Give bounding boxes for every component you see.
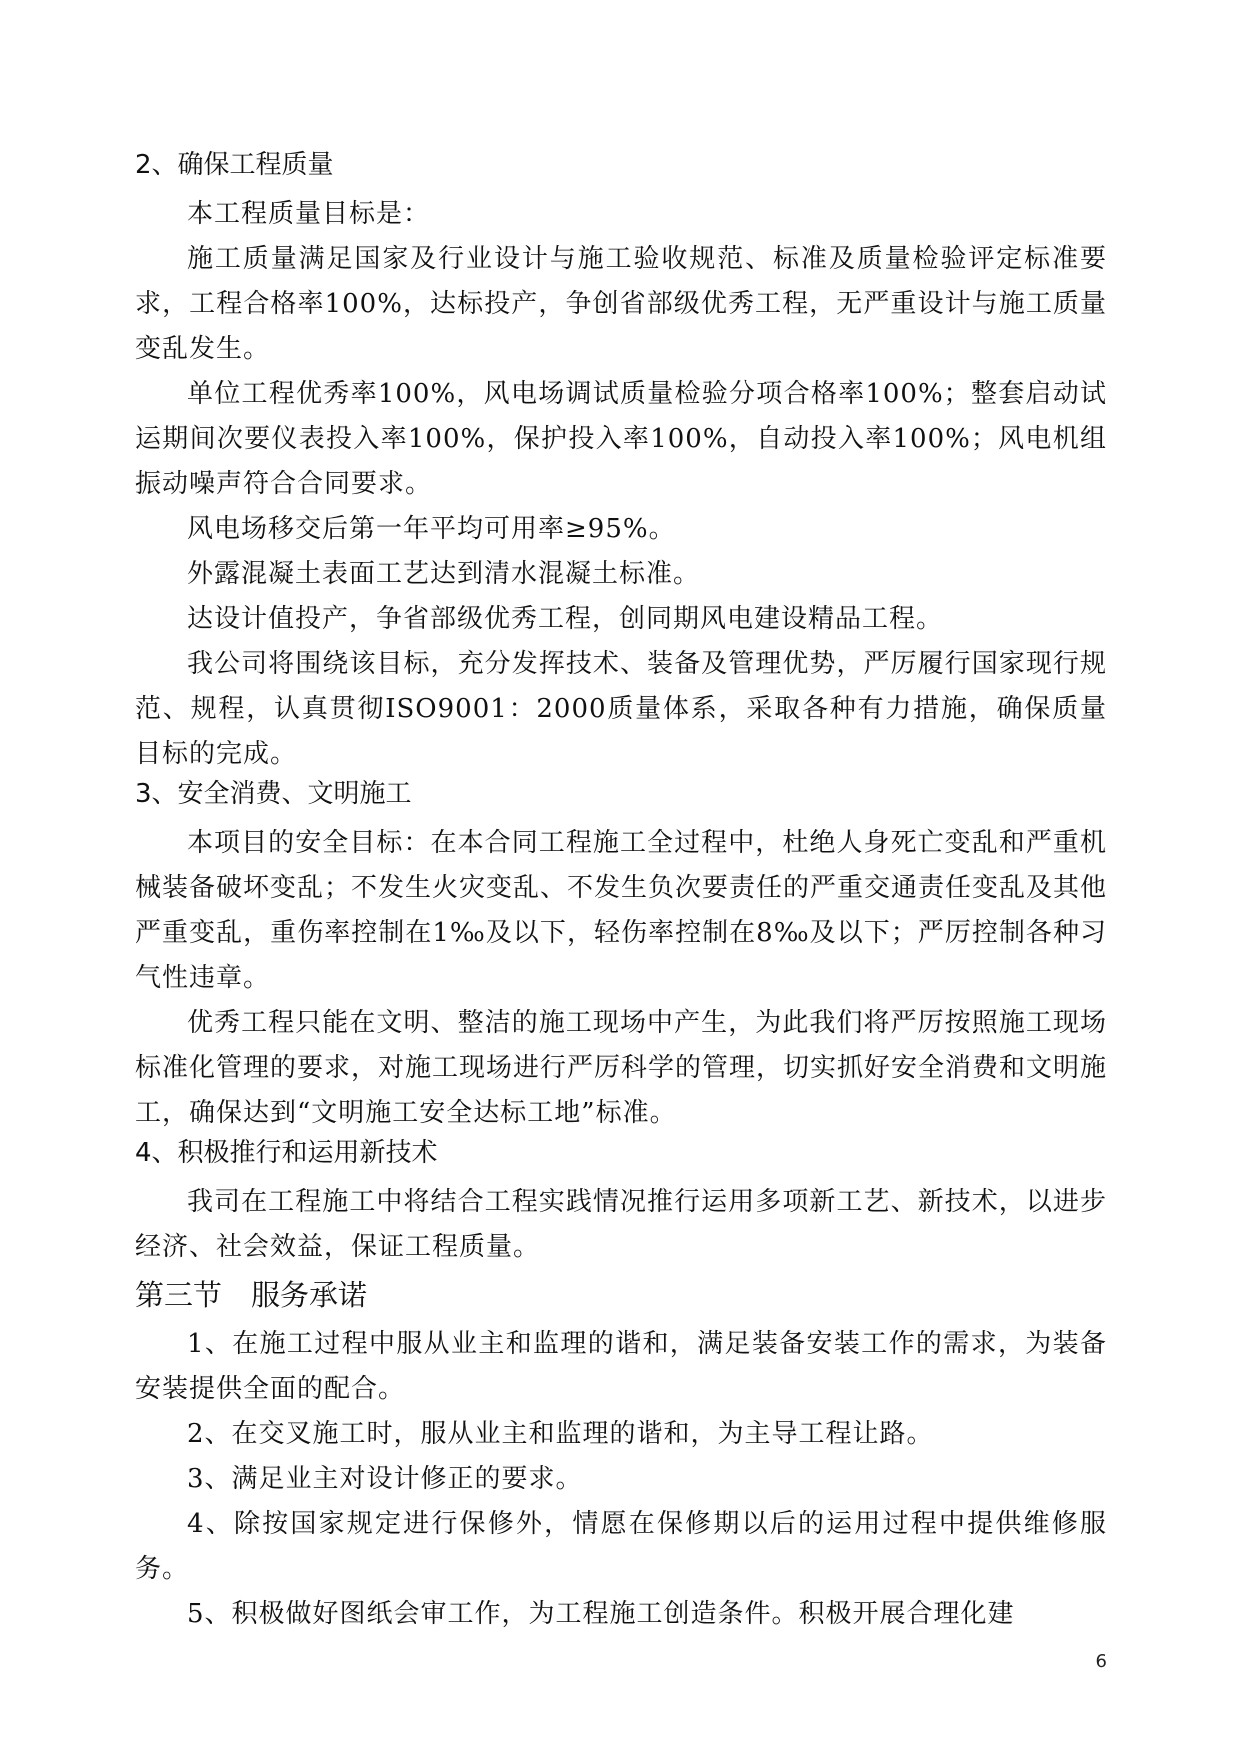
paragraph: 本工程质量目标是： <box>187 199 431 229</box>
paragraph: 2、在交叉施工时，服从业主和监理的谐和，为主导工程让路。 <box>187 1419 934 1449</box>
paragraph: 我司在工程施工中将结合工程实践情况推行运用多项新工艺、新技术，以进步经济、社会效益，保证工程质量。 <box>135 1187 1107 1262</box>
paragraph: 外露混凝土表面工艺达到清水混凝土标准。 <box>187 559 701 589</box>
paragraph: 3、满足业主对设计修正的要求。 <box>187 1464 583 1494</box>
paragraph: 达设计值投产，争省部级优秀工程，创同期风电建设精品工程。 <box>187 604 944 634</box>
paragraph: 风电场移交后第一年平均可用率≥95%。 <box>187 514 676 544</box>
section-heading: 3、安全消费、文明施工 <box>135 779 412 809</box>
paragraph: 我公司将围绕该目标，充分发挥技术、装备及管理优势，严厉履行国家现行规范、规程，认真贯彻ISO9001：2000质量体系，采取各种有力措施，确保质量目标的完成。 <box>135 649 1107 769</box>
paragraph: 1、在施工过程中服从业主和监理的谐和，满足装备安装工作的需求，为装备安装提供全面的配合。 <box>135 1329 1107 1404</box>
paragraph: 4、除按国家规定进行保修外，情愿在保修期以后的运用过程中提供维修服务。 <box>135 1509 1107 1584</box>
section-heading: 4、积极推行和运用新技术 <box>135 1138 438 1168</box>
paragraph: 优秀工程只能在文明、整洁的施工现场中产生，为此我们将严厉按照施工现场标准化管理的要求，对施工现场进行严厉科学的管理，切实抓好安全消费和文明施工，确保达到“文明施工安全达标工地”标准。 <box>135 1008 1108 1128</box>
chapter-section-heading: 第三节 服务承诺 <box>135 1278 368 1312</box>
paragraph: 本项目的安全目标：在本合同工程施工全过程中，杜绝人身死亡变乱和严重机械装备破坏变乱；不发生火灾变乱、不发生负次要责任的严重交通责任变乱及其他严重变乱，重伤率控制在1‰及以下，轻伤率控制在8‰及以下；严厉控制各种习气性违章。 <box>135 828 1108 993</box>
paragraph: 施工质量满足国家及行业设计与施工验收规范、标准及质量检验评定标准要求，工程合格率100%，达标投产，争创省部级优秀工程，无严重设计与施工质量变乱发生。 <box>135 244 1107 364</box>
paragraph: 5、积极做好图纸会审工作，为工程施工创造条件。积极开展合理化建 <box>187 1599 1015 1629</box>
paragraph: 单位工程优秀率100%，风电场调试质量检验分项合格率100%；整套启动试运期间次要仪表投入率100%，保护投入率100%，自动投入率100%；风电机组振动噪声符合合同要求。 <box>135 379 1107 499</box>
page-number: 6 <box>1095 1651 1107 1672</box>
section-heading: 2、确保工程质量 <box>135 150 334 180</box>
page-content <box>135 148 1107 1637</box>
